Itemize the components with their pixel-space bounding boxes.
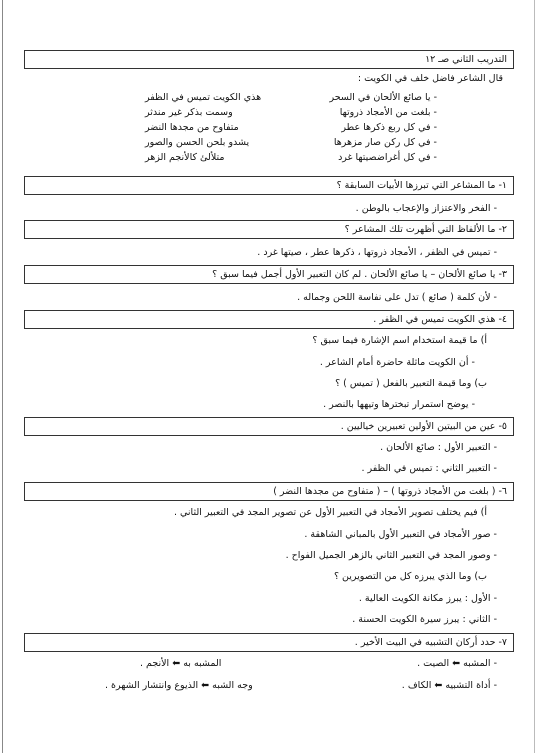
answer-6b-first: - الأول : يبرز مكانة الكويت العالية . [358, 593, 497, 604]
poem-line-4-left: يشدو بلحن الحسن والصور [145, 137, 250, 148]
question-6: ٦- ( بلغت من الأمجاد ذروتها ) – ( متفاوح من مجدها النضر ) [24, 482, 514, 501]
answer-4a: - أن الكويت ماثلة حاضرة أمام الشاعر . [319, 357, 475, 368]
poem-line-2-left: وسمت بذكر غير مندثر [145, 107, 233, 118]
poem-line-3-left: متفاوح من مجدها النضر [145, 122, 239, 133]
poem-line-1-right: - يا صائع الألحان في السحر [329, 92, 437, 103]
answer-5-first: - التعبير الأول : صائع الألحان . [380, 442, 497, 453]
question-4a: أ) ما قيمة استخدام اسم الإشارة فيما سبق ؟ [312, 335, 487, 346]
poem-line-2-right: - بلغت من الأمجاد ذروتها [339, 107, 437, 118]
answer-4b: - يوضح استمرار تبخترها وتيهها بالنصر . [323, 399, 475, 410]
question-4b: ب) وما قيمة التعبير بالفعل ( تميس ) ؟ [335, 378, 487, 389]
question-6b: ب) وما الذي يبرزه كل من التصويرين ؟ [333, 571, 487, 582]
poem-line-5-left: متلألئ كالأنجم الزهر [145, 152, 225, 163]
answer-2: - تميس في الظفر ، الأمجاد ذروتها ، ذكرها عطر ، صيتها غرد . [257, 247, 497, 258]
question-7: ٧- حدد أركان التشبيه في البيت الأخير . [24, 633, 514, 652]
poem-line-4-right: - في كل ركن صار مزهرها [333, 137, 437, 148]
poem-line-5-right: - في كل أغراضصيتها غرد [338, 152, 437, 163]
question-5: ٥- عين من البيتين الأولين تعبيرين خياليين . [24, 417, 514, 436]
question-2: ٢- ما الألفاظ التي أظهرت تلك المشاعر ؟ [24, 220, 514, 239]
answer-6b-second: - الثاني : يبرز سيرة الكويت الحسنة . [352, 614, 497, 625]
poem-line-1-left: هذي الكويت تميس في الظفر [145, 92, 262, 103]
answer-7-tenor: - المشبه ⬅ الصيت . [417, 658, 497, 669]
intro-line: قال الشاعر فاضل خلف في الكويت : [357, 73, 503, 84]
question-4: ٤- هذي الكويت تميس في الظفر . [24, 310, 514, 329]
answer-7-vehicle: المشبه به ⬅ الأنجم . [140, 658, 222, 669]
answer-5-second: - التعبير الثاني : تميس في الظفر . [361, 463, 497, 474]
exercise-title: التدريب الثاني صـ ١٢ [24, 50, 514, 69]
answer-1: - الفخر والاعتزاز والإعجاب بالوطن . [355, 203, 497, 214]
question-1: ١- ما المشاعر التي تبرزها الأبيات السابقة ؟ [24, 176, 514, 195]
answer-6a-second: - وصور المجد في التعبير الثاني بالزهر الجميل الفواح . [285, 550, 497, 561]
answer-7-ground: وجه الشبه ⬅ الذيوع وانتشار الشهرة . [105, 680, 253, 691]
answer-7-tool: - أداة التشبيه ⬅ الكاف . [401, 680, 497, 691]
question-6a: أ) فيم يختلف تصوير الأمجاد في التعبير الأول عن تصوير المجد في التعبير الثاني . [173, 507, 487, 518]
answer-6a-first: - صور الأمجاد في التعبير الأول بالمباني الشاهقة . [304, 529, 497, 540]
question-3: ٣- يا صائع الألحان – يا صائع الألحان . لم كان التعبير الأول أجمل فيما سبق ؟ [24, 265, 514, 284]
poem-line-3-right: - في كل ربع ذكرها عطر [341, 122, 437, 133]
answer-3: - لأن كلمة ( صائع ) تدل على نفاسة اللحن وجماله . [297, 292, 497, 303]
